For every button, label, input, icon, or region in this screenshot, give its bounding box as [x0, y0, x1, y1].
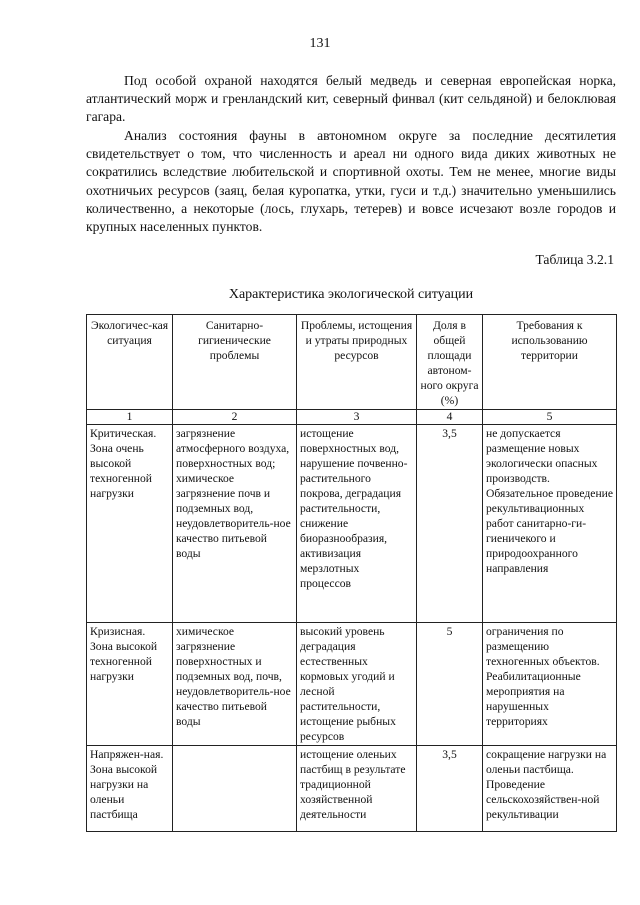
header-requirements: Требования к использованию территории — [483, 315, 617, 410]
cell-resources: высокий уровень деградация естественных кормовых угодий и лесной растительности, истощение рыбных ресурсов — [297, 623, 417, 746]
header-situation: Экологичес-кая ситуация — [87, 315, 173, 410]
paragraph-fauna-analysis: Анализ состояния фауны в автономном округе за последние десятилетия свидетельствует о том, что численность и ареал ни одного вида диких животных не сократились вследствие любительской и спортивной охоты. Тем не менее, многие виды охотничьих ресурсов (заяц, белая куропатка, утки, гуси и т.д.) значительно уменьшились количественно, а некоторые (лось, глухарь, тетерев) и вовсе исчезают возле городов и крупных населенных пунктов. — [86, 128, 616, 235]
column-number: 5 — [483, 410, 617, 425]
column-number: 4 — [417, 410, 483, 425]
column-number: 3 — [297, 410, 417, 425]
cell-sanitary — [173, 746, 297, 832]
header-resources: Проблемы, истощения и утраты природных ресурсов — [297, 315, 417, 410]
table-row — [87, 746, 617, 832]
cell-resources: истощение оленьих пастбищ в результате традиционной хозяйственной деятельности — [297, 746, 417, 832]
header-sanitary: Санитарно-гигиенические проблемы — [173, 315, 297, 410]
header-share: Доля в общей площади автоном-ного округа (%) — [417, 315, 483, 410]
cell-requirements: ограничения по размещению техногенных объектов. Реабилитационные мероприятия на нарушенных территориях — [483, 623, 617, 746]
table-row — [87, 425, 617, 623]
cell-situation: Напряжен-ная. Зона высокой нагрузки на оленьи пастбища — [87, 746, 173, 832]
column-number: 1 — [87, 410, 173, 425]
cell-sanitary: химическое загрязнение поверхностных и подземных вод, почв, неудовлетворитель-ное качество питьевой воды — [173, 623, 297, 746]
cell-situation: Критическая. Зона очень высокой техногенной нагрузки — [87, 425, 173, 623]
cell-situation: Кризисная. Зона высокой техногенной нагрузки — [87, 623, 173, 746]
table-title: Характеристика экологической ситуации — [228, 287, 474, 302]
cell-requirements: не допускается размещение новых экологически опасных производств. Обязательное проведение рекультивационных работ санитарно-ги-гиеничекого и природоохранного направления — [483, 425, 617, 623]
cell-share: 5 — [417, 623, 483, 746]
cell-share: 3,5 — [417, 746, 483, 832]
cell-sanitary: загрязнение атмосферного воздуха, поверхностных вод; химическое загрязнение почв и подземных вод, неудовлетворитель-ное качество питьевой воды — [173, 425, 297, 623]
table-number-row — [87, 410, 617, 425]
page-number: 131 — [309, 36, 331, 51]
cell-resources: истощение поверхностных вод, нарушение почвенно-растительного покрова, деградация растительности, снижение биоразнообразия, активизация мерзлотных процессов — [297, 425, 417, 623]
table-header-row — [87, 315, 617, 410]
cell-requirements: сокращение нагрузки на оленьи пастбища. Проведение сельскохозяйствен-ной рекультивации — [483, 746, 617, 832]
cell-share: 3,5 — [417, 425, 483, 623]
table-row — [87, 623, 617, 746]
paragraph-protected-species: Под особой охраной находятся белый медведь и северная европейская норка, атлантический морж и гренландский кит, северный финвал (кит сельдяной) и белоклювая гагара. — [86, 73, 616, 125]
ecological-situation-table — [86, 314, 617, 832]
column-number: 2 — [173, 410, 297, 425]
table-label: Таблица 3.2.1 — [535, 252, 614, 267]
